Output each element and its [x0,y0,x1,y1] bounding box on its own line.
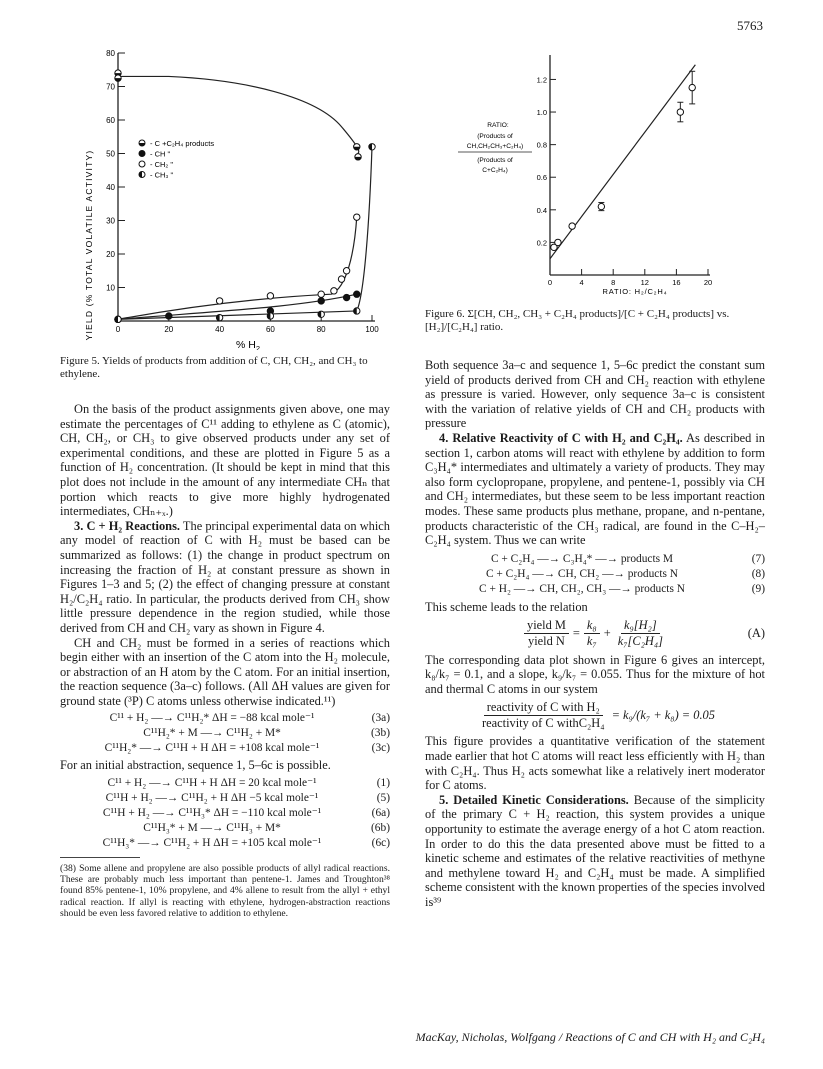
fig6-point [677,109,683,115]
fig6-plot [550,65,695,259]
section-3-heading: 3. C + H₂ Reactions. [74,518,180,533]
fig5-y-tick-label: 80 [106,49,115,58]
left-column [60,402,390,919]
fig6-y-tick-label: 0.8 [536,140,547,150]
fig5-y-tick-label: 70 [106,82,115,92]
right-paragraph-5: This figure provides a quantitative verification of the statement made earlier that hot C atoms will react less efficiently with H₂ than with C₂H₄. Thus H₂ acts somewhat like a relatively inert moderator for C atoms. [425,734,765,793]
figure-5-chart [80,45,400,350]
fig6-ratio-label-line: (Products of [477,133,513,140]
fig5-x-tick-label: 0 [115,325,121,334]
fig6-x-tick-label: 4 [579,278,584,287]
fig5-legend-label: - CH " [150,149,171,159]
section-4-heading: 4. Relative Reactivity of C with H₂ and C₂H₄. [439,430,683,445]
fig6-ratio-label-line: CH,CH₂CH₃+C₂H₄) [466,143,524,150]
fig5-legend-marker [139,161,145,167]
page-number: 5763 [737,18,763,33]
fig5-point-ch2 [318,291,324,297]
fig5-legend-label: - C +C₂H₄ products [150,139,215,148]
left-paragraph-4: For an initial abstraction, sequence 1, 5–6c is possible. [60,758,331,773]
figure-6-chart [440,40,730,300]
running-footer: MacKay, Nicholas, Wolfgang / Reactions of C and CH with H₂ and C₂H₄ [415,1030,765,1044]
equation: C¹¹H₂* + M —→ C¹¹H₂ + M* (3b) [143,727,390,740]
right-paragraph-1: Both sequence 3a–c and sequence 1, 5–6c predict the constant sum yield of products derived from CH and CH₂ reaction with ethylene as pressure is varied. However, only sequence 3a–c is consistent with the variation of relative yields of CH and CH₂ products with pressure [425,358,765,431]
right-paragraph-3: This scheme leads to the relation [425,599,588,614]
fig5-y-tick-label: 60 [106,116,115,125]
section-5-heading: 5. Detailed Kinetic Considerations. [439,792,629,807]
equation: C¹¹H₃* + M —→ C¹¹H₃ + M* (6b) [143,822,390,835]
equation: C + C₂H₄ —→ CH, CH₂ —→ products N (8) [485,567,765,580]
equations-3 [60,711,390,756]
fig6-point [555,239,561,245]
fig6-ratio-label-line: C+C₂H₄) [482,167,508,174]
fig5-point-ch [354,291,360,297]
fig5-y-axis-label: YIELD (% TOTAL VOLATILE ACTIVITY) [84,149,94,341]
fig6-x-ticks [548,269,712,287]
right-column [425,358,765,910]
relation-reactivity: $\frac{\text{reactivity of C with H₂}}{\text{reactivity of C withC₂H₄}}$ = k₉/(k₇ + k₈) = 0.05 [482,700,715,730]
equation: C + C₂H₄ —→ C₃H₄* —→ products M (7) [490,552,765,565]
fig5-y-tick-label: 20 [106,250,115,259]
fig5-y-tick-label: 40 [106,183,115,192]
fig5-y-tick-label: 50 [106,149,115,159]
relation-A: $\frac{\text{yield M}}{\text{yield N}}$ = $\frac{\text{k₈}}{\text{k₇}}$ + $\frac{\text{k₉[H₂]}}{\text{k₇[C₂H₄]}}$ (A) [425,618,765,648]
equation: C¹¹H₂* —→ C¹¹H + H ΔH = +108 kcal mole⁻¹ (3c) [104,742,390,755]
figure-6-caption: Figure 6. Σ[CH, CH₂, CH₃ + C₂H₄ products]/[C + C₂H₄ products] vs. [H₂]/[C₂H₄] ratio. [425,308,730,333]
fig6-ratio-label-line: RATIO: [487,122,509,129]
equations-7-9 [425,552,765,597]
fig5-point-ch2 [354,214,360,220]
footnote-38: (38) Some allene and propylene are also possible products of allyl radical reactions. These are probably much less important than pentene-1. James and Troughton³⁸ found 85% pentene-1, 10% propylene, and 4% allene to result from the allyl + ethyl radical reaction. If allyl is reacting with ethylene, hydrogen-abstraction reactions should be even less favored relative to addition to ethylene. [60,863,390,919]
fig6-y-tick-label: 1.2 [536,75,547,85]
fig5-y-ticks [106,49,125,293]
fig5-y-tick-label: 10 [106,283,115,293]
fig6-x-tick-label: 12 [640,278,649,287]
fig6-y-tick-label: 0.6 [536,173,547,183]
equation: C¹¹ + H₂ —→ C¹¹H + H ΔH = 20 kcal mole⁻¹ (1) [107,777,390,790]
fig6-y-tick-label: 0.4 [536,205,547,215]
fig6-y-tick-label: 0.2 [536,238,547,248]
fig6-x-tick-label: 0 [547,278,553,287]
fig6-x-axis-label: RATIO: H₂/C₂H₄ [602,287,668,296]
fig5-x-tick-label: 40 [215,325,225,334]
fig6-axes [550,55,710,275]
fig5-y-tick-label: 30 [106,216,115,226]
fig5-x-tick-label: 60 [265,325,275,334]
fig5-legend-label: - CH₂ " [150,160,174,169]
fig6-y-ticks [537,75,556,247]
equation: C + H₂ —→ CH, CH₂, CH₃ —→ products N (9) [479,582,765,595]
fig5-axes [118,53,375,321]
fig5-point-ch [318,298,324,304]
left-paragraph-1: On the basis of the product assignments given above, one may estimate the percentages of C¹¹ adding to ethylene as C (atomic), CH, CH₂, or CH₃ to give observed products under any set of experimental conditions, and these are plotted in Figure 5 as a function of H₂ concentration. (It should be kept in mind that this plot does not include in the amount of any intermediate CHₙ that portion which reacts to give more highly hydrogenated intermediates, CHₙ₊ₓ.) [60,402,390,519]
footnote-rule [60,857,140,858]
fig5-point-ch2 [338,276,344,282]
equation: C¹¹H₃* —→ C¹¹H₂ + H ΔH = +105 kcal mole⁻¹ (6c) [102,837,390,850]
fig6-point [598,203,604,209]
fig5-points [115,70,375,323]
fig6-point [689,84,695,90]
fig5-curves [118,76,372,319]
fig5-point-ch [343,294,349,300]
fig5-legend-marker [139,151,145,157]
fig6-ratio-label-line: (Products of [477,157,513,164]
fig6-x-tick-label: 20 [703,278,713,287]
fig5-x-tick-label: 80 [316,325,326,334]
fig5-point-ch2 [267,293,273,299]
right-paragraph-4: The corresponding data plot shown in Figure 6 gives an intercept, k₈/k₇ = 0.1, and a slope, k₉/k₇ = 0.055. Thus for the mixture of hot and thermal C atoms in our system [425,652,765,696]
fig5-point-ch [166,313,172,319]
equation: C¹¹ + H₂ —→ C¹¹H₂* ΔH = −88 kcal mole⁻¹ (3a) [109,712,390,725]
right-paragraph-2: 4. Relative Reactivity of C with H₂ and C₂H₄. As described in section 1, carbon atoms will react with ethylene by addition to form C₃H₄* intermediates and ultimately a variety of products. They may also form cyclopropane, propylene, and pentene-1, possibly via CH and CH₂ intermediates, but these seem to be less important reaction modes. These same products plus methane, propane, and n-pentane, products characteristic of the CH₃ radical, are found in the C–H₂–C₂H₄ system. Thus we can write [425,430,765,548]
equations-1-6 [60,776,390,851]
equation: C¹¹H + H₂ —→ C¹¹H₃* ΔH = −110 kcal mole⁻¹ (6a) [102,807,390,820]
fig6-y-axis-label [458,122,532,174]
fig5-point-ch2 [331,288,337,294]
fig5-legend [139,139,214,180]
fig5-point-ch2 [216,298,222,304]
fig6-y-tick-label: 1.0 [536,108,547,118]
fig6-point [569,223,575,229]
fig5-x-tick-label: 20 [164,325,174,334]
fig6-x-tick-label: 16 [672,278,681,287]
fig5-legend-label: - CH₃ " [150,170,174,180]
left-paragraph-2: 3. C + H₂ Reactions. The principal experimental data on which any model of reaction of C with H₂ must be based can be summarized as follows: (1) the change in product spectrum on increasing the fraction of H₂ at constant pressure as shown in Figures 1–3 and 5; (2) the effect of changing pressure at constant H₂/C₂H₄ ratio. In particular, the products derived from CH₃ show little pressure dependence in the region studied, while those derived from CH and CH₂ vary as shown in Figure 4. [60,518,390,635]
right-paragraph-6: 5. Detailed Kinetic Considerations. Because of the simplicity of the primary C + H₂ reaction, this system provides a unique opportunity to estimate the average energy of a hot C atom reaction. In order to do this the data presented above must be fitted to a kinetic scheme and estimates of the relative reactivities of methyne and methylene toward H₂ and C₂H₄ must be made. A simplified scheme consistent with the known properties of the species involved is³⁹ [425,792,765,909]
left-paragraph-3: CH and CH₂ must be formed in a series of reactions which begin either with an insertion of the C atom into the H₂ molecule, or abstraction of an H atom by the C atom. For an initial insertion, the reaction sequence (3a–c) follows. (All ΔH values are given for ground state (³P) C atoms unless otherwise indicated.¹¹) [60,635,390,708]
fig5-x-axis-label: % $H_2$ [235,339,261,350]
fig5-x-tick-label: 100 [365,325,379,334]
fig5-point-ch2 [343,268,349,274]
equation: C¹¹H + H₂ —→ C¹¹H₂ + H ΔH −5 kcal mole⁻¹ (5) [105,792,390,805]
figure-5-caption: Figure 5. Yields of products from addition of C, CH, CH₂, and CH₃ to ethylene. [60,355,368,380]
fig6-x-tick-label: 8 [611,278,616,287]
